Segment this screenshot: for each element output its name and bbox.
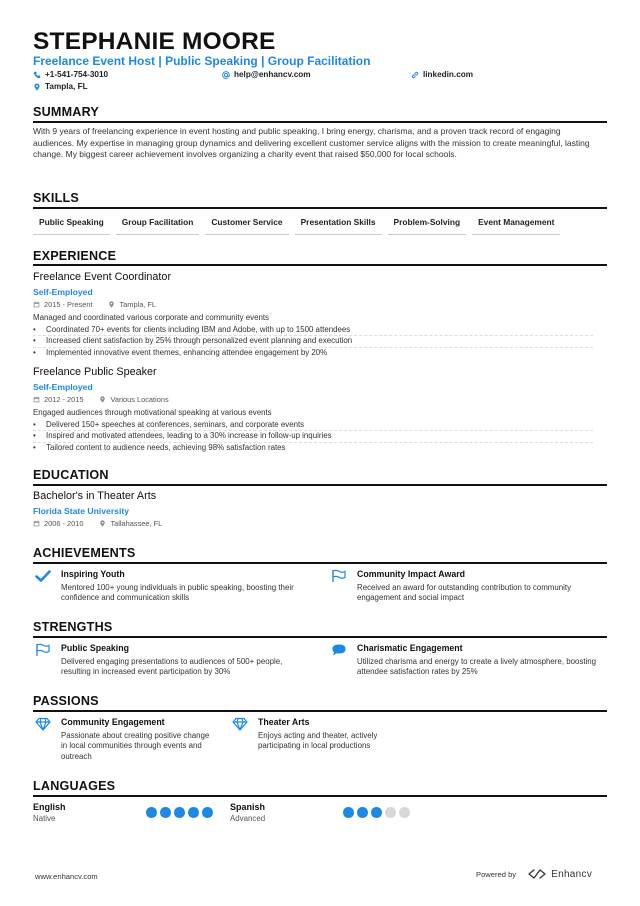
phone-text: +1-541-754-3010 <box>45 70 109 79</box>
location-pin-icon <box>33 83 41 91</box>
skills-list <box>33 213 607 235</box>
languages-divider <box>33 795 607 797</box>
education-divider <box>33 484 607 486</box>
skill-tag: Presentation Skills <box>295 213 382 235</box>
company-name: Self-Employed <box>33 287 93 297</box>
passions-heading: PASSIONS <box>33 694 99 708</box>
rating-dot-empty <box>385 807 396 818</box>
job-meta <box>33 395 169 404</box>
diamond-icon <box>35 717 51 731</box>
achievements-divider <box>33 562 607 564</box>
languages-heading: LANGUAGES <box>33 779 116 793</box>
language-level: Advanced <box>230 814 266 823</box>
achievement-title: Community Impact Award <box>357 569 466 579</box>
website-text: linkedin.com <box>423 70 474 79</box>
company-name: Self-Employed <box>33 382 93 392</box>
link-icon <box>411 71 419 79</box>
location-pin-icon <box>99 520 106 527</box>
calendar-icon <box>33 396 40 403</box>
language-name: Spanish <box>230 802 266 812</box>
passions-divider <box>33 710 607 712</box>
email-text: help@enhancv.com <box>234 70 311 79</box>
achievement-description: Received an award for outstanding contribution to community engagement and social impact <box>357 583 572 603</box>
location-pin-icon <box>99 396 106 403</box>
skill-tag: Group Facilitation <box>116 213 200 235</box>
strengths-heading: STRENGTHS <box>33 620 113 634</box>
skill-tag: Public Speaking <box>33 213 110 235</box>
list-item: • Tailored content to audience needs, achieving 98% satisfaction rates <box>33 443 593 453</box>
school-name: Florida State University <box>33 506 129 516</box>
passion-description: Enjoys acting and theater, actively participating in local productions <box>258 731 378 751</box>
list-item: • Inspired and motivated attendees, leading to a 30% increase in follow-up inquiries <box>33 431 593 442</box>
education-location: Tallahassee, FL <box>110 519 163 528</box>
flag-icon <box>35 643 51 657</box>
job-title: Freelance Event Coordinator <box>33 271 172 283</box>
phone-contact[interactable] <box>33 70 108 79</box>
strength-title: Charismatic Engagement <box>357 643 463 653</box>
rating-dot-empty <box>399 807 410 818</box>
language-name: English <box>33 802 66 812</box>
passion-description: Passionate about creating positive change in local communities through events and outreach <box>61 731 210 761</box>
job-dates: 2012 - 2015 <box>44 395 84 404</box>
enhancv-logo-icon <box>526 868 548 880</box>
job-description: Managed and coordinated various corporate and community events <box>33 313 269 322</box>
brand-name: Enhancv <box>551 868 593 880</box>
passion-title: Community Engagement <box>61 717 165 727</box>
skills-heading: SKILLS <box>33 191 79 205</box>
footer-branding <box>476 868 592 880</box>
headline: Freelance Event Host | Public Speaking | Group Facilitation <box>33 54 371 68</box>
phone-icon <box>33 71 41 79</box>
rating-dot-filled <box>357 807 368 818</box>
skill-tag: Event Management <box>472 213 560 235</box>
location-text: Tampla, FL <box>45 82 88 91</box>
summary-heading: SUMMARY <box>33 105 99 119</box>
summary-divider <box>33 121 607 123</box>
rating-dot-filled <box>174 807 185 818</box>
list-item: • Delivered 150+ speeches at conferences, seminars, and corporate events <box>33 420 593 431</box>
rating-dot-filled <box>146 807 157 818</box>
list-item: • Coordinated 70+ events for clients including IBM and Adobe, with up to 1500 attendees <box>33 325 593 336</box>
footer-website[interactable]: www.enhancv.com <box>35 872 98 881</box>
list-item: • Increased client satisfaction by 25% through personalized event planning and execution <box>33 336 593 347</box>
location-pin-icon <box>108 301 115 308</box>
brand-logo[interactable] <box>526 868 592 880</box>
job-title: Freelance Public Speaker <box>33 366 157 378</box>
website-contact[interactable] <box>411 70 473 79</box>
language-rating <box>146 807 213 818</box>
skills-divider <box>33 207 607 209</box>
job-meta <box>33 300 156 309</box>
job-bullets <box>33 325 593 358</box>
strength-description: Delivered engaging presentations to audiences of 500+ people, resulting in increased event participation by 30% <box>61 657 283 677</box>
education-heading: EDUCATION <box>33 468 109 482</box>
calendar-icon <box>33 520 40 527</box>
flag-icon <box>331 569 347 583</box>
check-icon <box>35 569 51 583</box>
education-dates: 2006 - 2010 <box>44 519 84 528</box>
strength-description: Utilized charisma and energy to create a lively atmosphere, boosting attendee satisfaction rates by 25% <box>357 657 597 677</box>
chat-bubble-icon <box>331 643 347 657</box>
education-meta <box>33 519 162 528</box>
diamond-icon <box>232 717 248 731</box>
rating-dot-filled <box>160 807 171 818</box>
job-location: Various Locations <box>110 395 169 404</box>
location-contact <box>33 82 88 91</box>
rating-dot-filled <box>188 807 199 818</box>
summary-text: With 9 years of freelancing experience in event hosting and public speaking, I bring energy, charisma, and a proven track record of engaging audiences. My expertise in managing group dynamics and delivering excellent customer service aligns with the mission to create meaningful, lasting change. My biggest career achievement involves organizing a charity event that raised $50,000 for local schools. <box>33 126 590 160</box>
rating-dot-filled <box>371 807 382 818</box>
strength-title: Public Speaking <box>61 643 129 653</box>
experience-heading: EXPERIENCE <box>33 249 117 263</box>
language-rating <box>343 807 410 818</box>
at-icon <box>222 71 230 79</box>
passion-title: Theater Arts <box>258 717 310 727</box>
calendar-icon <box>33 301 40 308</box>
skill-tag: Problem-Solving <box>388 213 467 235</box>
powered-by-label: Powered by <box>476 869 517 879</box>
language-level: Native <box>33 814 56 823</box>
job-bullets <box>33 420 593 453</box>
achievement-description: Mentored 100+ young individuals in public speaking, boosting their confidence and communication skills <box>61 583 294 603</box>
rating-dot-filled <box>202 807 213 818</box>
skill-tag: Customer Service <box>205 213 288 235</box>
job-dates: 2015 - Present <box>44 300 93 309</box>
experience-divider <box>33 264 607 266</box>
degree: Bachelor's in Theater Arts <box>33 490 157 502</box>
achievements-heading: ACHIEVEMENTS <box>33 546 136 560</box>
resume-page <box>33 0 607 906</box>
job-description: Engaged audiences through motivational speaking at various events <box>33 408 272 417</box>
list-item: • Implemented innovative event themes, enhancing attendee engagement by 20% <box>33 348 593 358</box>
rating-dot-filled <box>343 807 354 818</box>
candidate-name: STEPHANIE MOORE <box>33 28 276 55</box>
email-contact[interactable] <box>222 70 311 79</box>
strengths-divider <box>33 636 607 638</box>
achievement-title: Inspiring Youth <box>61 569 125 579</box>
job-location: Tampla, FL <box>119 300 157 309</box>
